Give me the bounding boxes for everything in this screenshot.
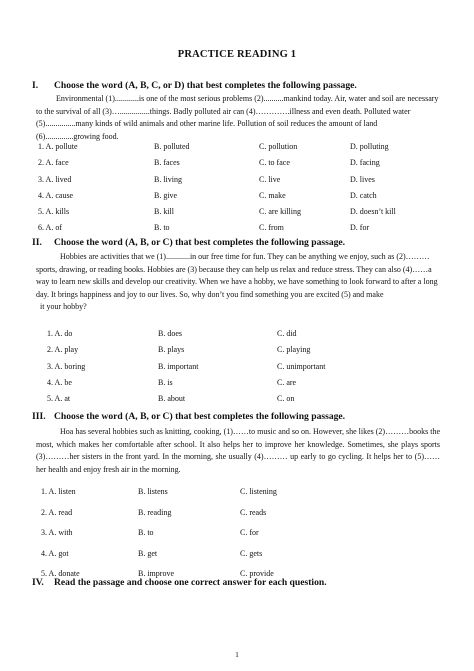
option[interactable]: 1. A. pollute xyxy=(38,142,78,151)
option[interactable]: D. facing xyxy=(350,158,380,168)
option[interactable]: B. improve xyxy=(138,569,174,578)
option[interactable]: B. about xyxy=(158,394,186,404)
option[interactable]: C. for xyxy=(240,528,259,537)
option[interactable]: B. give xyxy=(154,190,178,200)
option[interactable]: 1. A. do xyxy=(47,329,73,338)
option[interactable]: C. from xyxy=(259,223,284,233)
option[interactable]: C. make xyxy=(259,190,286,200)
section-1-number: I. xyxy=(32,80,39,91)
option[interactable]: B. does xyxy=(158,329,182,338)
option[interactable]: 3. A. boring xyxy=(47,361,86,371)
option[interactable]: 6. A. of xyxy=(38,223,62,233)
option[interactable]: C. live xyxy=(259,174,281,184)
section-3-heading xyxy=(32,411,345,422)
option[interactable]: C. provide xyxy=(240,569,274,578)
option[interactable]: B. to xyxy=(138,528,154,537)
option[interactable]: 4. A. be xyxy=(47,377,72,387)
section-3-instruction: Choose the word (A, B, or C) that best completes the following passage. xyxy=(54,411,346,422)
option[interactable]: C. did xyxy=(277,329,297,338)
passage-paragraph: Environmental (1)............is one of the most serious problems (2)..........mankind today. Air, water and soil are necessary to the survival of all (3)…...............things. Badly polluted air can (4)………….illness and even death. Polluted water (5)...............many kinds of wild animals and other marine life. Pollution of soil reduces the amount of land (6)..............growing food. xyxy=(36,94,439,141)
option[interactable]: 3. A. lived xyxy=(38,174,72,184)
option[interactable]: C. on xyxy=(277,394,295,404)
option[interactable]: 4. A. got xyxy=(41,548,69,558)
option[interactable]: 5. A. at xyxy=(47,394,71,404)
option[interactable]: 4. A. cause xyxy=(38,190,74,200)
passage-paragraph: Hoa has several hobbies such as knitting, cooking, (1)……to music and so on. However, she likes (2)………books the most, which makes her comfortable after school. It also helps her to improve her knowledge. Sometimes, she plays sports (3)………her sisters in the front yard. In the morning, she usually (4)……… up early to go cycling. It helps her to (5)…… her health and enjoy fresh air in the morning. xyxy=(36,427,440,474)
option[interactable]: 2. A. face xyxy=(38,158,69,168)
option[interactable]: C. playing xyxy=(277,345,311,355)
section-2-heading xyxy=(32,237,345,248)
option[interactable]: D. lives xyxy=(350,174,375,184)
section-4-heading xyxy=(32,577,327,588)
option[interactable]: D. polluting xyxy=(350,142,389,151)
option[interactable]: 5. A. kills xyxy=(38,207,70,217)
section-1-instruction: Choose the word (A, B, C, or D) that best completes the following passage. xyxy=(54,80,357,91)
option[interactable]: B. reading xyxy=(138,507,172,517)
option[interactable]: B. faces xyxy=(154,158,180,168)
option[interactable]: B. to xyxy=(154,223,170,233)
section-1-heading xyxy=(32,80,357,91)
option[interactable]: B. get xyxy=(138,548,158,558)
passage-paragraph: Hobbies are activities that we (1)............in our free time for fun. They can be anything we enjoy, such as (2)……… sports, drawing, or reading books. Hobbies are (3) because they can help us relax and reduce stress. They can also (4)……a way to learn new skills and develop our creativity. When we have a hobby, we have something to look forward to after a long day. It brings happiness and joy to our lives. So, why don’t you find something you are excited (5) and make xyxy=(36,252,438,299)
option[interactable]: 2. A. read xyxy=(41,507,73,517)
option[interactable]: B. living xyxy=(154,174,183,184)
option[interactable]: C. gets xyxy=(240,548,263,558)
option[interactable]: 1. A. listen xyxy=(41,487,76,496)
option[interactable]: B. plays xyxy=(158,345,185,355)
option[interactable]: C. are xyxy=(277,377,297,387)
option[interactable]: B. listens xyxy=(138,487,168,496)
option[interactable]: B. is xyxy=(158,377,173,387)
option[interactable]: C. reads xyxy=(240,507,267,517)
option[interactable]: D. catch xyxy=(350,190,377,200)
section-3-number: III. xyxy=(32,411,46,422)
option[interactable]: C. pollution xyxy=(259,142,298,151)
section-2-number: II. xyxy=(32,237,42,248)
option[interactable]: 5. A. donate xyxy=(41,569,80,578)
option[interactable]: C. to face xyxy=(259,158,290,168)
section-2-passage xyxy=(36,251,440,314)
section-4-instruction: Read the passage and choose one correct answer for each question. xyxy=(54,577,327,588)
option[interactable]: C. listening xyxy=(240,487,277,496)
option[interactable]: D. for xyxy=(350,223,370,233)
section-3-passage xyxy=(36,426,440,476)
option[interactable]: D. doesn’t kill xyxy=(350,207,396,217)
option[interactable]: B. polluted xyxy=(154,142,190,151)
option[interactable]: B. important xyxy=(158,361,199,371)
option[interactable]: B. kill xyxy=(154,207,175,217)
option[interactable]: 2. A. play xyxy=(47,345,79,355)
page-number: 1 xyxy=(235,650,239,659)
section-4-number: IV. xyxy=(32,577,44,588)
passage-paragraph: it your hobby? xyxy=(40,302,87,312)
section-2-instruction: Choose the word (A, B, or C) that best completes the following passage. xyxy=(54,237,346,248)
section-1-passage xyxy=(36,93,440,143)
option[interactable]: C. are killing xyxy=(259,207,301,217)
page-title: PRACTICE READING 1 xyxy=(177,49,297,60)
option[interactable]: C. unimportant xyxy=(277,361,326,371)
option[interactable]: 3. A. with xyxy=(41,528,73,537)
